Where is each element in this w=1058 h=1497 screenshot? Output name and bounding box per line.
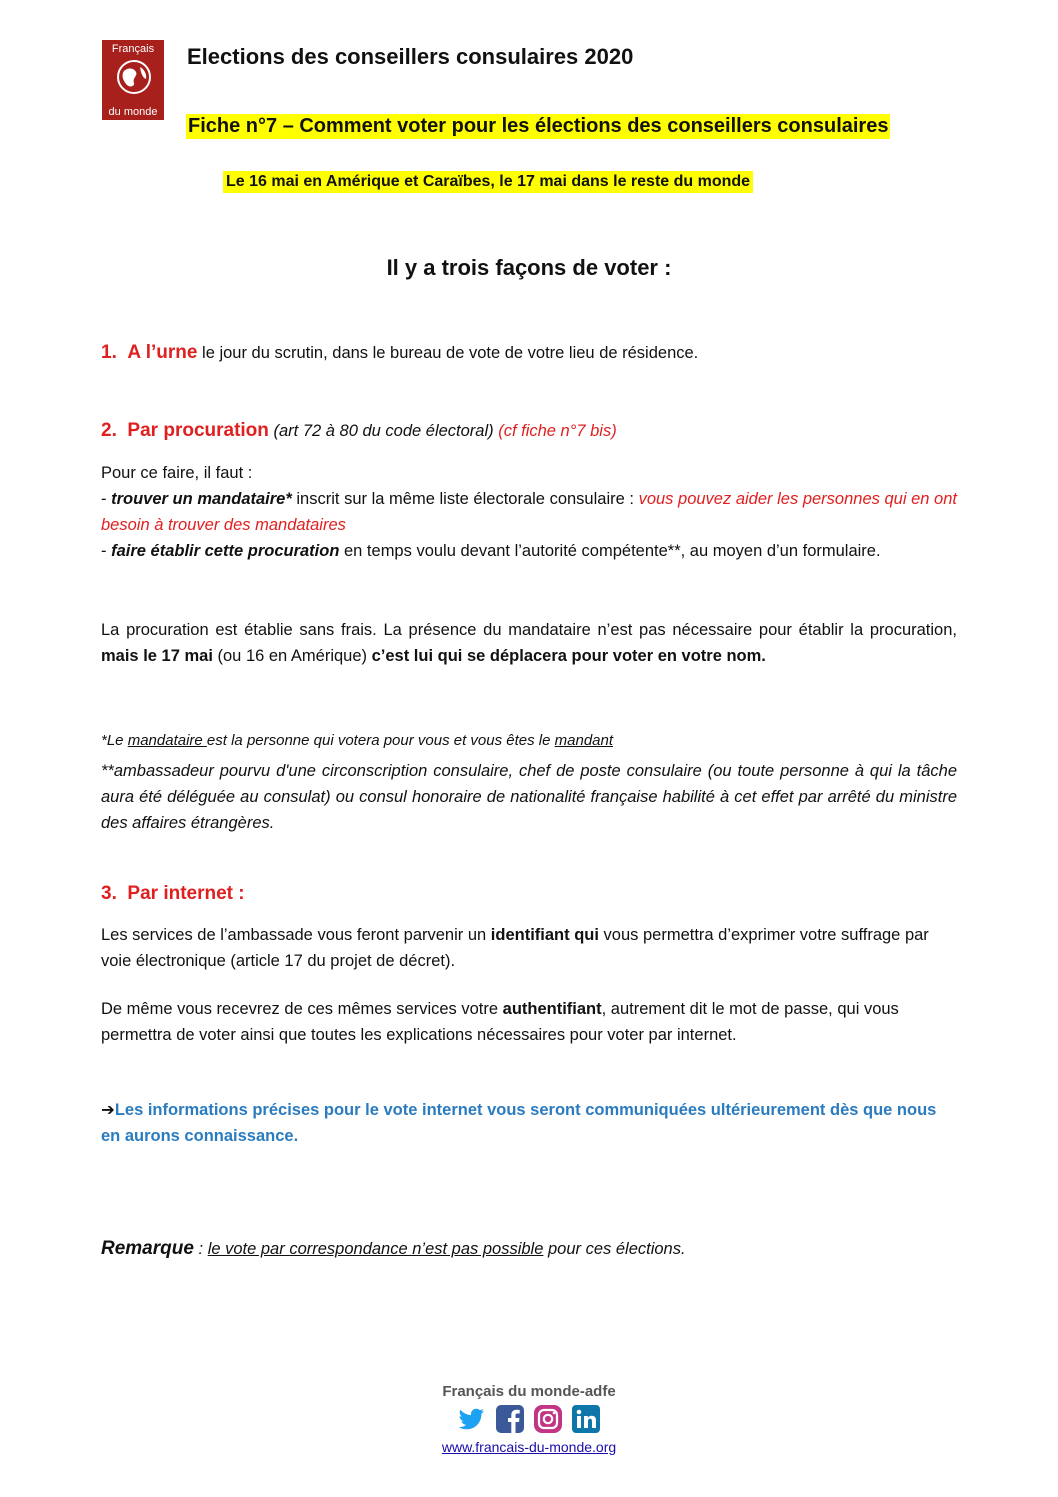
paragraph-bold: authentifiant <box>502 1000 602 1018</box>
section-2-name: Par procuration <box>127 420 269 441</box>
bullet-dash: - <box>101 542 112 560</box>
section-3-paragraph-2 <box>101 996 931 1048</box>
bullet-2-bold: faire établir cette procuration <box>111 542 340 560</box>
facebook-icon[interactable] <box>495 1404 525 1434</box>
footnote-text: est la personne qui votera pour vous et vous êtes le <box>206 732 555 749</box>
remark-underlined: le vote par correspondance n’est pas possible <box>207 1240 544 1258</box>
paragraph-text: , autrement dit le mot de passe, qui vous permettra de voter ainsi que toutes les explications nécessaires pour voter par internet. <box>101 1000 899 1044</box>
footer-website <box>0 1439 1058 1457</box>
section-2-ref: (art 72 à 80 du code électoral) <box>268 422 494 440</box>
footnote-underlined: mandant <box>554 732 614 749</box>
section-2-heading <box>101 420 617 442</box>
section-2-number: 2. <box>101 420 117 441</box>
paragraph-bold: mais le 17 mai <box>101 647 213 665</box>
section-2-intro: Pour ce faire, il faut : <box>101 464 253 482</box>
logo-line2: du monde <box>108 106 158 118</box>
paragraph-text: (ou 16 en Amérique) <box>212 647 372 665</box>
social-icons <box>457 1404 601 1436</box>
document-title: Elections des conseillers consulaires 2020 <box>187 44 634 69</box>
paragraph-text: vous permettra d’exprimer votre suffrage par voie électronique (article 17 du projet de décret). <box>101 926 929 970</box>
section-3-number: 3. <box>101 883 117 904</box>
remark <box>101 1236 957 1262</box>
bullet-dash: - <box>101 490 112 508</box>
page-headline: Il y a trois façons de voter : <box>386 255 672 280</box>
francais-du-monde-logo <box>102 40 164 120</box>
section-2-bullet-1 <box>101 486 957 538</box>
section-2-paragraph <box>101 617 957 669</box>
section-1-name: A l’urne <box>127 342 198 363</box>
paragraph-text: De même vous recevrez de ces mêmes services votre <box>101 1000 503 1018</box>
bullet-2-text: en temps voulu devant l’autorité compétente**, au moyen d’un formulaire. <box>339 542 881 560</box>
paragraph-text: Les services de l’ambassade vous feront parvenir un <box>101 926 491 944</box>
internet-info-note <box>101 1097 941 1149</box>
paragraph-bold: identifiant qui <box>490 926 599 944</box>
footnote-text: *Le <box>101 732 128 749</box>
bullet-1-text: inscrit sur la même liste électorale consulaire : <box>291 490 639 508</box>
logo-line1: Français <box>111 43 155 55</box>
section-3-name: Par internet : <box>127 883 245 904</box>
paragraph-bold: c’est lui qui se déplacera pour voter en votre nom. <box>371 647 766 665</box>
section-3-heading <box>101 883 245 905</box>
election-dates: Le 16 mai en Amérique et Caraïbes, le 17 mai dans le reste du monde <box>223 171 753 193</box>
paragraph-text: La procuration est établie sans frais. La présence du mandataire n’est pas nécessaire pour établir la procuration, <box>101 621 957 639</box>
section-3-paragraph-1 <box>101 922 931 974</box>
instagram-icon[interactable] <box>533 1404 563 1434</box>
section-2-ref-red: (cf fiche n°7 bis) <box>493 422 617 440</box>
globe-icon <box>116 59 152 95</box>
linkedin-icon[interactable] <box>571 1404 601 1434</box>
footer-org-name: Français du monde-adfe <box>442 1383 616 1400</box>
remark-label: Remarque <box>101 1238 194 1259</box>
section-1-heading <box>101 342 698 364</box>
bullet-1-red: vous pouvez aider les personnes qui en ont besoin à trouver des mandataires <box>101 490 957 534</box>
remark-colon: : <box>193 1240 208 1258</box>
internet-info-text: Les informations précises pour le vote internet vous seront communiquées ultérieurement dès que nous en aurons connaissance. <box>101 1101 937 1145</box>
twitter-icon[interactable] <box>457 1404 487 1434</box>
footnote-underlined: mandataire <box>127 732 207 749</box>
fiche-heading: Fiche n°7 – Comment voter pour les élections des conseillers consulaires <box>188 115 889 137</box>
remark-rest: pour ces élections. <box>543 1240 686 1258</box>
website-link[interactable]: www.francais-du-monde.org <box>441 1439 617 1455</box>
section-2-bullet-2 <box>101 538 957 564</box>
section-1-number: 1. <box>101 342 117 363</box>
footnote-mandataire <box>101 732 613 749</box>
section-1-text: le jour du scrutin, dans le bureau de vote de votre lieu de résidence. <box>197 344 699 362</box>
footnote-autorite: **ambassadeur pourvu d'une circonscription consulaire, chef de poste consulaire (ou toute personne à qui la tâche aura été déléguée au consulat) ou consul honoraire de nationalité française habilité à cet effet par arrêté du ministre des affaires étrangères. <box>101 762 957 832</box>
arrow-icon: ➔ <box>101 1101 115 1119</box>
bullet-1-bold: trouver un mandataire* <box>111 490 292 508</box>
